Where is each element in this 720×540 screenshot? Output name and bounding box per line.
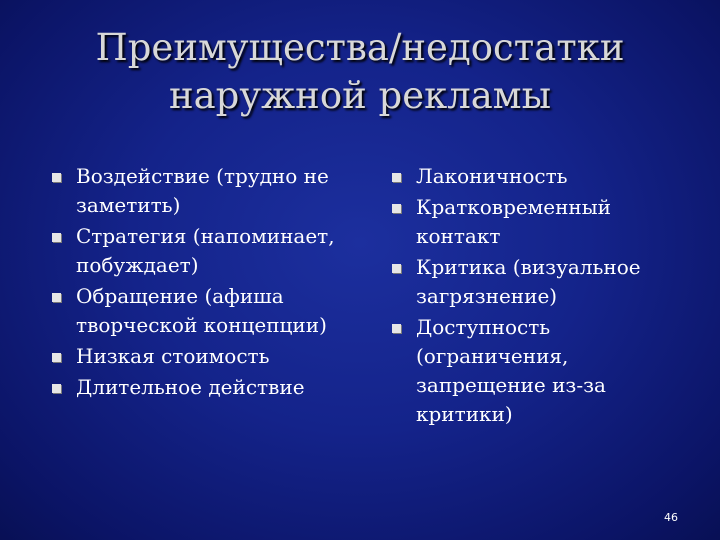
list-item-text: Длительное действие xyxy=(76,375,305,399)
slide-title-line-1: Преимущества/недостатки xyxy=(95,26,625,69)
advantages-list xyxy=(52,162,362,404)
list-item-text: Критика (визуальное загрязнение) xyxy=(416,255,641,308)
list-item xyxy=(52,282,362,340)
square-bullet-icon xyxy=(52,353,61,362)
slide-number: 46 xyxy=(664,511,678,524)
square-bullet-icon xyxy=(52,293,61,302)
square-bullet-icon xyxy=(392,264,401,273)
square-bullet-icon xyxy=(52,173,61,182)
list-item-text: Кратковременный контакт xyxy=(416,195,612,248)
square-bullet-icon xyxy=(392,204,401,213)
square-bullet-icon xyxy=(52,384,61,393)
list-item xyxy=(52,342,362,371)
list-item xyxy=(392,193,692,251)
square-bullet-icon xyxy=(52,233,61,242)
list-item-text: Доступность (ограничения, запрещение из-за критики) xyxy=(416,315,606,426)
list-item-text: Стратегия (напоминает, побуждает) xyxy=(76,224,335,277)
list-item xyxy=(52,222,362,280)
list-item-text: Лаконичность xyxy=(416,164,568,188)
list-item xyxy=(52,162,362,220)
list-item-text: Воздействие (трудно не заметить) xyxy=(76,164,329,217)
disadvantages-list xyxy=(392,162,692,431)
list-item xyxy=(392,313,692,429)
list-item-text: Низкая стоимость xyxy=(76,344,270,368)
slide-title-line-2: наружной рекламы xyxy=(168,74,552,117)
list-item xyxy=(52,373,362,402)
square-bullet-icon xyxy=(392,173,401,182)
square-bullet-icon xyxy=(392,324,401,333)
list-item-text: Обращение (афиша творческой концепции) xyxy=(76,284,327,337)
slide-title xyxy=(0,24,720,120)
list-item xyxy=(392,162,692,191)
list-item xyxy=(392,253,692,311)
